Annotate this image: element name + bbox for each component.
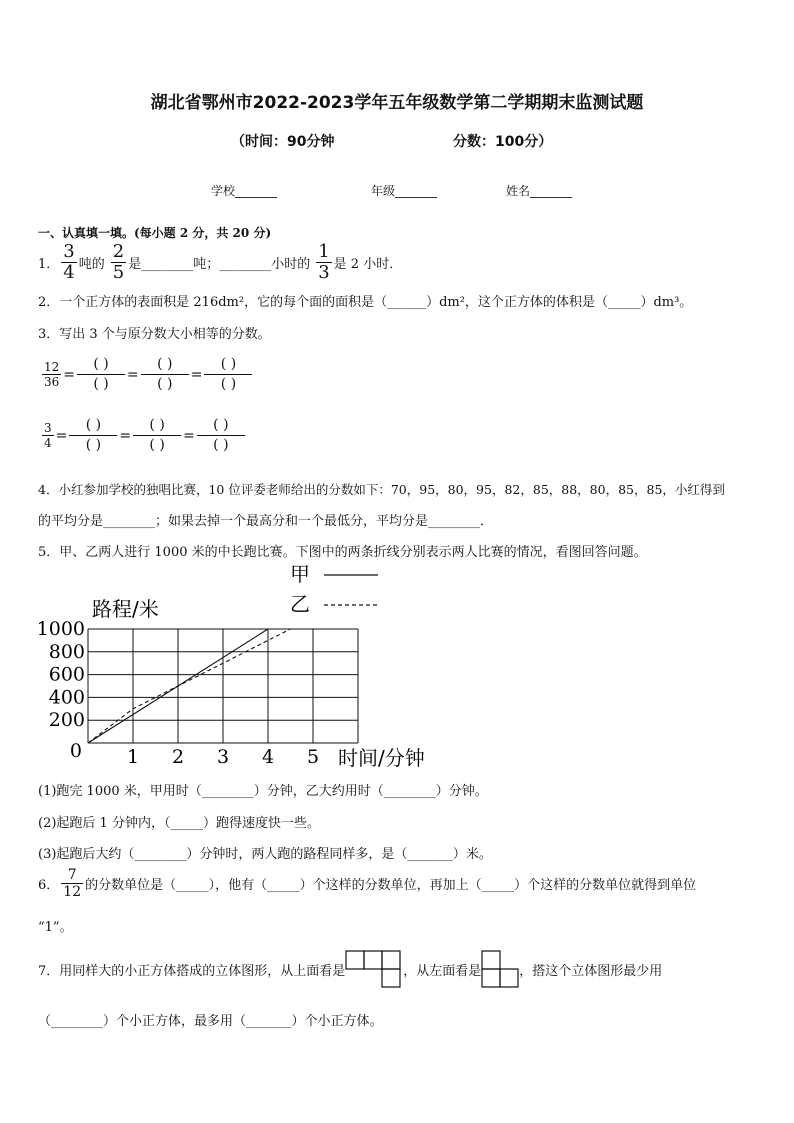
- answer-fraction[interactable]: ( ) ( ): [133, 417, 181, 454]
- question-7: 7．用同样大的小正方体搭成的立体图形，从上面看是 ，从左面看是 ，搭这个立体图形最少用: [38, 950, 662, 988]
- q6-fraction: $\frac{7}{12}$: [63, 867, 82, 900]
- name-field: 姓名_______: [506, 184, 573, 198]
- exam-score: 分数：100分）: [453, 134, 553, 150]
- exam-time: （时间：90分钟: [231, 134, 335, 150]
- x-tick-label: 5: [306, 746, 320, 768]
- x-tick-label: 3: [216, 746, 230, 768]
- race-chart-svg: [30, 563, 440, 773]
- y-tick-label: 800: [48, 640, 85, 663]
- q3-original-fraction-1: $\frac{12}{36}$: [44, 360, 60, 389]
- q3-row-1: $\frac{12}{36}$ = ( ) ( ) = ( ) ( ) = ( ) ( ): [40, 356, 254, 393]
- left-view-diagram: [481, 950, 519, 988]
- y-axis-label: 路程/米: [92, 597, 159, 621]
- origin-label: 0: [69, 740, 82, 762]
- x-tick-label: 4: [261, 746, 275, 768]
- question-7-line-2: （________）个小正方体，最多用（_______）个小正方体。: [38, 1014, 383, 1029]
- answer-fraction[interactable]: ( ) ( ): [141, 356, 189, 393]
- q1-fraction-1: $\frac{3}{4}$: [63, 241, 75, 283]
- answer-fraction[interactable]: ( ) ( ): [204, 356, 252, 393]
- q1-fraction-3: $\frac{1}{3}$: [318, 241, 330, 283]
- x-tick-label: 2: [171, 746, 185, 768]
- question-1: 1． $\frac{3}{4}$ 吨的 $\frac{2}{5}$ 是________吨；________小时的 $\frac{1}{3}$ 是 2 小时．: [38, 241, 403, 283]
- question-3: 3．写出 3 个与原分数大小相等的分数。: [38, 327, 271, 342]
- x-axis-label: 时间/分钟: [338, 746, 425, 770]
- q3-row-2: $\frac{3}{4}$ = ( ) ( ) = ( ) ( ) = ( ) ( ): [40, 417, 247, 454]
- y-tick-label: 1000: [36, 618, 85, 640]
- legend-label: 乙: [290, 592, 310, 616]
- question-4-line-1: 4．小红参加学校的独唱比赛，10 位评委老师给出的分数如下：70，95，80，95，82，85，88，80，85，85，小红得到: [38, 482, 725, 497]
- legend-label: 甲: [290, 563, 310, 586]
- question-2: 2．一个正方体的表面积是 216dm²，它的每个面的面积是（______）dm²，这个正方体的体积是（_____）dm³。: [38, 295, 693, 310]
- y-tick-label: 600: [48, 663, 85, 686]
- y-tick-label: 400: [48, 686, 85, 709]
- page-title: 湖北省鄂州市2022-2023学年五年级数学第二学期期末监测试题: [150, 93, 644, 113]
- top-view-diagram: [345, 950, 403, 988]
- school-field: 学校_______: [211, 184, 278, 198]
- grade-field: 年级_______: [371, 184, 438, 198]
- question-4-line-2: 的平均分是________；如果去掉一个最高分和一个最低分，平均分是________．: [38, 514, 494, 529]
- q1-number: 1．: [38, 257, 60, 272]
- q3-original-fraction-2: $\frac{3}{4}$: [44, 421, 52, 450]
- y-tick-label: 200: [48, 709, 85, 732]
- q1-fraction-2: $\frac{2}{5}$: [112, 241, 125, 283]
- answer-fraction[interactable]: ( ) ( ): [77, 356, 125, 393]
- answer-fraction[interactable]: ( ) ( ): [197, 417, 245, 454]
- question-6-line-2: “1”。: [38, 920, 73, 935]
- x-tick-label: 1: [126, 746, 140, 768]
- race-chart: [30, 563, 440, 773]
- question-6: 6． $\frac{7}{12}$ 的分数单位是（_____），他有（_____）个这样的分数单位，再加上（_____）个这样的分数单位就得到单位: [38, 867, 697, 900]
- section-heading: 一、认真填一填。(每小题 2 分，共 20 分): [38, 226, 272, 240]
- answer-fraction[interactable]: ( ) ( ): [69, 417, 117, 454]
- question-5: 5．甲、乙两人进行 1000 米的中长跑比赛。下图中的两条折线分别表示两人比赛的情况，看图回答问题。: [38, 545, 647, 560]
- series-line-yi: [88, 629, 291, 743]
- question-5-sub-1: (1)跑完 1000 米，甲用时（________）分钟，乙大约用时（________）分钟。: [38, 784, 488, 799]
- question-5-sub-3: (3)起跑后大约（________）分钟时，两人跑的路程同样多，是（_______）米。: [38, 847, 492, 862]
- question-5-sub-2: (2)起跑后 1 分钟内，（_____）跑得速度快一些。: [38, 816, 320, 831]
